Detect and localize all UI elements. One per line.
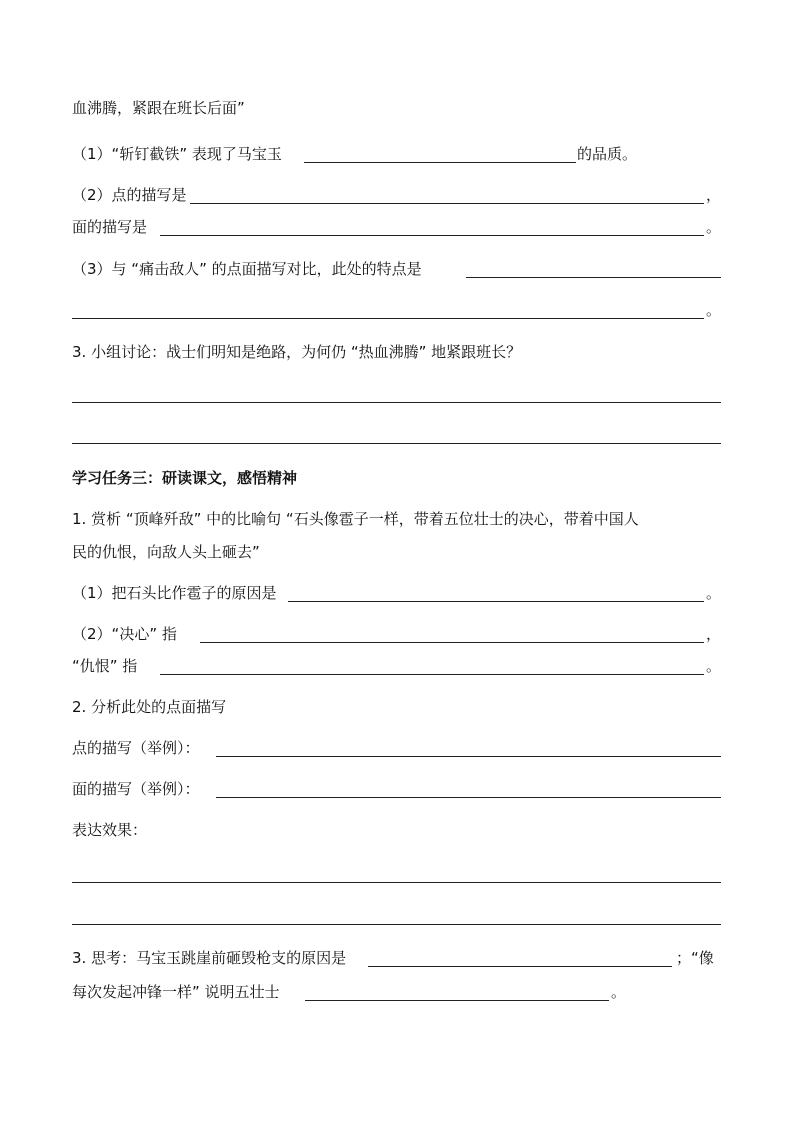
- sub2-prefix: （2）“决心” 指: [72, 625, 177, 643]
- point-example-label: 点的描写（举例）：: [72, 739, 200, 757]
- sub1-prefix: （1）把石头比作雹子的原因是: [72, 584, 277, 602]
- q2-point-prefix: （2）点的描写是: [72, 186, 187, 204]
- discussion-question: 3. 小组讨论：战士们明知是绝路，为何仍 “热血沸腾” 地紧跟班长？: [72, 343, 522, 361]
- area-example-blank[interactable]: [216, 797, 721, 798]
- item3-prefix2: 每次发起冲锋一样” 说明五壮士: [72, 983, 280, 1001]
- task3-heading: 学习任务三：研读课文，感悟精神: [72, 469, 298, 487]
- discussion-blank-1[interactable]: [72, 402, 721, 403]
- item1-line1: 1. 赏析 “顶峰歼敌” 中的比喻句 “石头像雹子一样，带着五位壮士的决心，带着中国人: [72, 510, 639, 528]
- item1-line2: 民的仇恨，向敌人头上砸去”: [72, 543, 260, 561]
- sub1-blank[interactable]: [288, 601, 704, 602]
- q3-end: 。: [706, 301, 722, 319]
- q1-suffix: 的品质。: [577, 145, 638, 163]
- q1-answer-blank[interactable]: [304, 162, 576, 163]
- q1-prefix: （1）“斩钉截铁” 表现了马宝玉: [72, 145, 282, 163]
- q2-area-prefix: 面的描写是: [72, 218, 148, 236]
- item3-prefix: 3. 思考：马宝玉跳崖前砸毁枪支的原因是: [72, 949, 347, 967]
- sub2-blank-b[interactable]: [160, 674, 704, 675]
- sub2-prefix2: “仇恨” 指: [72, 657, 138, 675]
- sub2-blank-a[interactable]: [200, 642, 704, 643]
- sub1-end: 。: [706, 584, 722, 602]
- item2-heading: 2. 分析此处的点面描写: [72, 698, 227, 716]
- q2-area-blank[interactable]: [160, 235, 704, 236]
- q3-blank-a[interactable]: [466, 277, 721, 278]
- sub2-end: ，: [706, 625, 722, 643]
- effect-blank-1[interactable]: [72, 882, 721, 883]
- item3-blank-a[interactable]: [368, 966, 672, 967]
- q3-blank-b[interactable]: [72, 318, 704, 319]
- item3-blank-b[interactable]: [305, 1000, 609, 1001]
- q2-point-end: ，: [706, 186, 722, 204]
- item3-end: 。: [611, 983, 627, 1001]
- q2-area-end: 。: [706, 218, 722, 236]
- q2-point-blank[interactable]: [190, 203, 704, 204]
- q3-prefix: （3）与 “痛击敌人” 的点面描写对比，此处的特点是: [72, 260, 422, 278]
- point-example-blank[interactable]: [216, 756, 721, 757]
- item3-mid: ；“像: [676, 949, 714, 967]
- area-example-label: 面的描写（举例）：: [72, 780, 200, 798]
- effect-label: 表达效果：: [72, 821, 148, 839]
- discussion-blank-2[interactable]: [72, 443, 721, 444]
- continuation-line: 血沸腾，紧跟在班长后面”: [72, 99, 245, 117]
- effect-blank-2[interactable]: [72, 924, 721, 925]
- sub2-end2: 。: [706, 657, 722, 675]
